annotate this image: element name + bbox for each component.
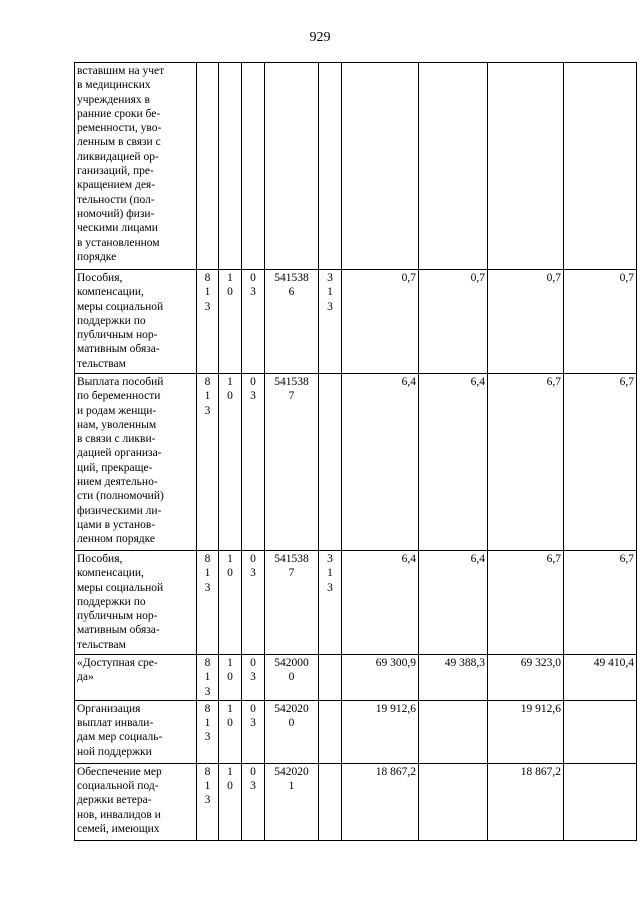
amount-cell-v2 bbox=[419, 63, 488, 270]
section-code-cell bbox=[219, 700, 242, 763]
target-code-line: 0 bbox=[288, 717, 295, 730]
type-code-cell bbox=[319, 374, 342, 551]
ministry-code-line: 3 bbox=[204, 581, 211, 594]
type-code-cell bbox=[319, 270, 342, 374]
subsection-code-line: 0 bbox=[250, 272, 256, 284]
row-name-line: номочий) физи- bbox=[77, 207, 155, 220]
subsection-code-cell bbox=[242, 551, 265, 655]
type-code-line: 1 bbox=[327, 286, 333, 299]
subsection-code-cell bbox=[242, 63, 265, 270]
row-name-line: ций, прекраще- bbox=[77, 461, 153, 474]
row-name-line: публичным нор- bbox=[77, 610, 158, 623]
target-code-cell bbox=[265, 270, 319, 374]
target-code-line: 541538 bbox=[274, 376, 309, 388]
row-name-line: меры социальной bbox=[77, 300, 164, 313]
row-name-line: выплат инвали- bbox=[77, 717, 154, 730]
target-code-cell bbox=[265, 700, 319, 763]
row-name-line: ременности, уво- bbox=[77, 122, 162, 135]
row-name-cell bbox=[75, 763, 197, 840]
target-code-line: 542000 bbox=[274, 657, 309, 669]
table-row bbox=[75, 763, 637, 840]
type-code-cell bbox=[319, 655, 342, 701]
section-code-line: 0 bbox=[227, 390, 233, 403]
section-code-cell bbox=[219, 63, 242, 270]
row-name-line: да» bbox=[77, 671, 94, 684]
row-name-line: дам мер социаль- bbox=[77, 731, 163, 744]
subsection-code-line: 3 bbox=[250, 780, 256, 793]
ministry-code-line: 1 bbox=[204, 390, 211, 403]
ministry-code-line: 1 bbox=[204, 671, 211, 684]
type-code-line: 3 bbox=[327, 553, 333, 565]
row-name-line: порядке bbox=[77, 250, 117, 263]
row-name-line: сти (полномочий) bbox=[77, 490, 164, 503]
row-name-line: Выплата пособий bbox=[77, 376, 164, 388]
amount-cell-v4: 49 410,4 bbox=[564, 655, 637, 701]
amount-cell-v4: 0,7 bbox=[564, 270, 637, 374]
target-code-line: 1 bbox=[288, 780, 295, 793]
section-code-line: 1 bbox=[227, 702, 233, 715]
row-name-line: ленным в связи с bbox=[77, 136, 161, 149]
amount-cell-v4 bbox=[564, 63, 637, 270]
row-name-line: цами в установ- bbox=[77, 518, 156, 531]
section-code-line: 1 bbox=[227, 272, 233, 284]
amount-cell-v1: 6,4 bbox=[342, 374, 419, 551]
amount-cell-v1: 6,4 bbox=[342, 551, 419, 655]
amount-cell-v1: 18 867,2 bbox=[342, 763, 419, 840]
type-code-cell bbox=[319, 551, 342, 655]
section-code-cell bbox=[219, 374, 242, 551]
target-code-cell bbox=[265, 63, 319, 270]
amount-cell-v2: 6,4 bbox=[419, 551, 488, 655]
row-name-line: социальной под- bbox=[77, 780, 159, 793]
subsection-code-cell bbox=[242, 763, 265, 840]
row-name-cell bbox=[75, 655, 197, 701]
type-code-cell bbox=[319, 63, 342, 270]
ministry-code-line: 8 bbox=[204, 376, 211, 388]
row-name-line: публичным нор- bbox=[77, 329, 158, 342]
amount-cell-v2: 6,4 bbox=[419, 374, 488, 551]
type-code-line: 3 bbox=[327, 272, 333, 284]
type-code-line: 3 bbox=[327, 300, 333, 313]
target-code-line: 541538 bbox=[274, 272, 309, 284]
ministry-code-line: 1 bbox=[204, 286, 211, 299]
ministry-code-cell bbox=[197, 763, 219, 840]
target-code-line: 541538 bbox=[274, 553, 309, 565]
target-code-cell bbox=[265, 655, 319, 701]
target-code-cell bbox=[265, 551, 319, 655]
row-name-line: в связи с ликви- bbox=[77, 433, 156, 446]
ministry-code-cell bbox=[197, 700, 219, 763]
ministry-code-cell bbox=[197, 63, 219, 270]
row-name-cell bbox=[75, 63, 197, 270]
row-name-line: ленном порядке bbox=[77, 533, 156, 546]
target-code-cell bbox=[265, 763, 319, 840]
section-code-line: 0 bbox=[227, 567, 233, 580]
table-row bbox=[75, 374, 637, 551]
subsection-code-line: 3 bbox=[250, 286, 256, 299]
row-name-line: ликвидацией ор- bbox=[77, 150, 159, 163]
table-row bbox=[75, 270, 637, 374]
amount-cell-v4 bbox=[564, 700, 637, 763]
amount-cell-v3: 0,7 bbox=[488, 270, 564, 374]
amount-cell-v3 bbox=[488, 63, 564, 270]
section-code-line: 0 bbox=[227, 286, 233, 299]
amount-cell-v1: 19 912,6 bbox=[342, 700, 419, 763]
ministry-code-cell bbox=[197, 374, 219, 551]
section-code-cell bbox=[219, 655, 242, 701]
subsection-code-cell bbox=[242, 655, 265, 701]
row-name-line: в установленном bbox=[77, 236, 160, 249]
amount-cell-v3: 69 323,0 bbox=[488, 655, 564, 701]
ministry-code-cell bbox=[197, 655, 219, 701]
row-name-line: вставшим на учет bbox=[77, 65, 165, 77]
ministry-code-line: 8 bbox=[204, 657, 211, 669]
ministry-code-line: 1 bbox=[204, 780, 211, 793]
section-code-line: 0 bbox=[227, 780, 233, 793]
row-name-line: мативным обяза- bbox=[77, 624, 160, 637]
row-name-line: поддержки по bbox=[77, 314, 146, 327]
ministry-code-line: 3 bbox=[204, 685, 211, 698]
row-name-line: тельствам bbox=[77, 638, 126, 651]
table-row bbox=[75, 551, 637, 655]
type-code-cell bbox=[319, 700, 342, 763]
subsection-code-cell bbox=[242, 374, 265, 551]
subsection-code-line: 0 bbox=[250, 702, 256, 715]
target-code-line: 7 bbox=[288, 567, 295, 580]
ministry-code-line: 3 bbox=[204, 731, 211, 744]
section-code-line: 1 bbox=[227, 553, 233, 565]
row-name-line: нов, инвалидов и bbox=[77, 808, 161, 821]
amount-cell-v4: 6,7 bbox=[564, 374, 637, 551]
subsection-code-line: 3 bbox=[250, 390, 256, 403]
target-code-cell bbox=[265, 374, 319, 551]
amount-cell-v2 bbox=[419, 763, 488, 840]
amount-cell-v3: 18 867,2 bbox=[488, 763, 564, 840]
row-name-cell bbox=[75, 374, 197, 551]
amount-cell-v4: 6,7 bbox=[564, 551, 637, 655]
row-name-line: «Доступная сре- bbox=[77, 657, 158, 669]
row-name-line: кращением дея- bbox=[77, 179, 156, 192]
amount-cell-v2: 0,7 bbox=[419, 270, 488, 374]
row-name-cell bbox=[75, 700, 197, 763]
section-code-cell bbox=[219, 551, 242, 655]
row-name-line: Организация bbox=[77, 702, 141, 715]
row-name-line: тельности (пол- bbox=[77, 193, 155, 206]
budget-table bbox=[74, 62, 637, 841]
row-name-line: меры социальной bbox=[77, 581, 164, 594]
amount-cell-v3: 19 912,6 bbox=[488, 700, 564, 763]
ministry-code-cell bbox=[197, 270, 219, 374]
row-name-line: компенсации, bbox=[77, 567, 144, 580]
amount-cell-v2 bbox=[419, 700, 488, 763]
row-name-line: тельствам bbox=[77, 357, 126, 370]
subsection-code-line: 0 bbox=[250, 553, 256, 565]
ministry-code-line: 3 bbox=[204, 794, 211, 807]
row-name-line: ческими лицами bbox=[77, 222, 158, 235]
row-name-line: нам, уволенным bbox=[77, 418, 157, 431]
row-name-line: дацией организа- bbox=[77, 447, 162, 460]
row-name-line: физическими ли- bbox=[77, 504, 162, 517]
row-name-line: семей, имеющих bbox=[77, 823, 160, 836]
type-code-line: 3 bbox=[327, 581, 333, 594]
row-name-cell bbox=[75, 270, 197, 374]
row-name-cell bbox=[75, 551, 197, 655]
section-code-line: 0 bbox=[227, 717, 233, 730]
row-name-line: ранние сроки бе- bbox=[77, 107, 161, 120]
row-name-line: ной поддержки bbox=[77, 745, 152, 758]
target-code-line: 6 bbox=[288, 286, 295, 299]
ministry-code-line: 3 bbox=[204, 300, 211, 313]
section-code-line: 1 bbox=[227, 657, 233, 669]
ministry-code-line: 1 bbox=[204, 567, 211, 580]
section-code-line: 0 bbox=[227, 671, 233, 684]
row-name-line: в медицинских bbox=[77, 79, 151, 92]
amount-cell-v2: 49 388,3 bbox=[419, 655, 488, 701]
subsection-code-cell bbox=[242, 270, 265, 374]
table-row bbox=[75, 655, 637, 701]
subsection-code-cell bbox=[242, 700, 265, 763]
row-name-line: поддержки по bbox=[77, 595, 146, 608]
table-row bbox=[75, 700, 637, 763]
ministry-code-line: 8 bbox=[204, 702, 211, 715]
subsection-code-line: 3 bbox=[250, 717, 256, 730]
subsection-code-line: 3 bbox=[250, 567, 256, 580]
ministry-code-line: 8 bbox=[204, 553, 211, 565]
amount-cell-v1: 69 300,9 bbox=[342, 655, 419, 701]
amount-cell-v4 bbox=[564, 763, 637, 840]
subsection-code-line: 3 bbox=[250, 671, 256, 684]
row-name-line: и родам женщи- bbox=[77, 404, 157, 417]
amount-cell-v1 bbox=[342, 63, 419, 270]
ministry-code-line: 1 bbox=[204, 717, 211, 730]
target-code-line: 542020 bbox=[274, 702, 309, 715]
section-code-cell bbox=[219, 763, 242, 840]
ministry-code-line: 3 bbox=[204, 404, 211, 417]
page-number: 929 bbox=[309, 30, 331, 45]
target-code-line: 542020 bbox=[274, 765, 309, 778]
target-code-line: 7 bbox=[288, 390, 295, 403]
section-code-cell bbox=[219, 270, 242, 374]
target-code-line: 0 bbox=[288, 671, 295, 684]
subsection-code-line: 0 bbox=[250, 376, 256, 388]
amount-cell-v3: 6,7 bbox=[488, 551, 564, 655]
ministry-code-cell bbox=[197, 551, 219, 655]
subsection-code-line: 0 bbox=[250, 657, 256, 669]
section-code-line: 1 bbox=[227, 376, 233, 388]
amount-cell-v3: 6,7 bbox=[488, 374, 564, 551]
row-name-line: Обеспечение мер bbox=[77, 765, 162, 778]
row-name-line: мативным обяза- bbox=[77, 343, 160, 356]
row-name-line: Пособия, bbox=[77, 553, 123, 565]
row-name-line: Пособия, bbox=[77, 272, 123, 284]
table-body bbox=[75, 63, 637, 841]
subsection-code-line: 0 bbox=[250, 765, 256, 778]
ministry-code-line: 8 bbox=[204, 272, 211, 284]
section-code-line: 1 bbox=[227, 765, 233, 778]
type-code-line: 1 bbox=[327, 567, 333, 580]
row-name-line: держки ветера- bbox=[77, 794, 152, 807]
amount-cell-v1: 0,7 bbox=[342, 270, 419, 374]
row-name-line: компенсации, bbox=[77, 286, 144, 299]
row-name-line: по беременности bbox=[77, 390, 161, 403]
type-code-cell bbox=[319, 763, 342, 840]
row-name-line: нием деятельно- bbox=[77, 476, 158, 489]
table-row bbox=[75, 63, 637, 270]
ministry-code-line: 8 bbox=[204, 765, 211, 778]
row-name-line: ганизаций, пре- bbox=[77, 165, 154, 178]
row-name-line: учреждениях в bbox=[77, 93, 150, 106]
